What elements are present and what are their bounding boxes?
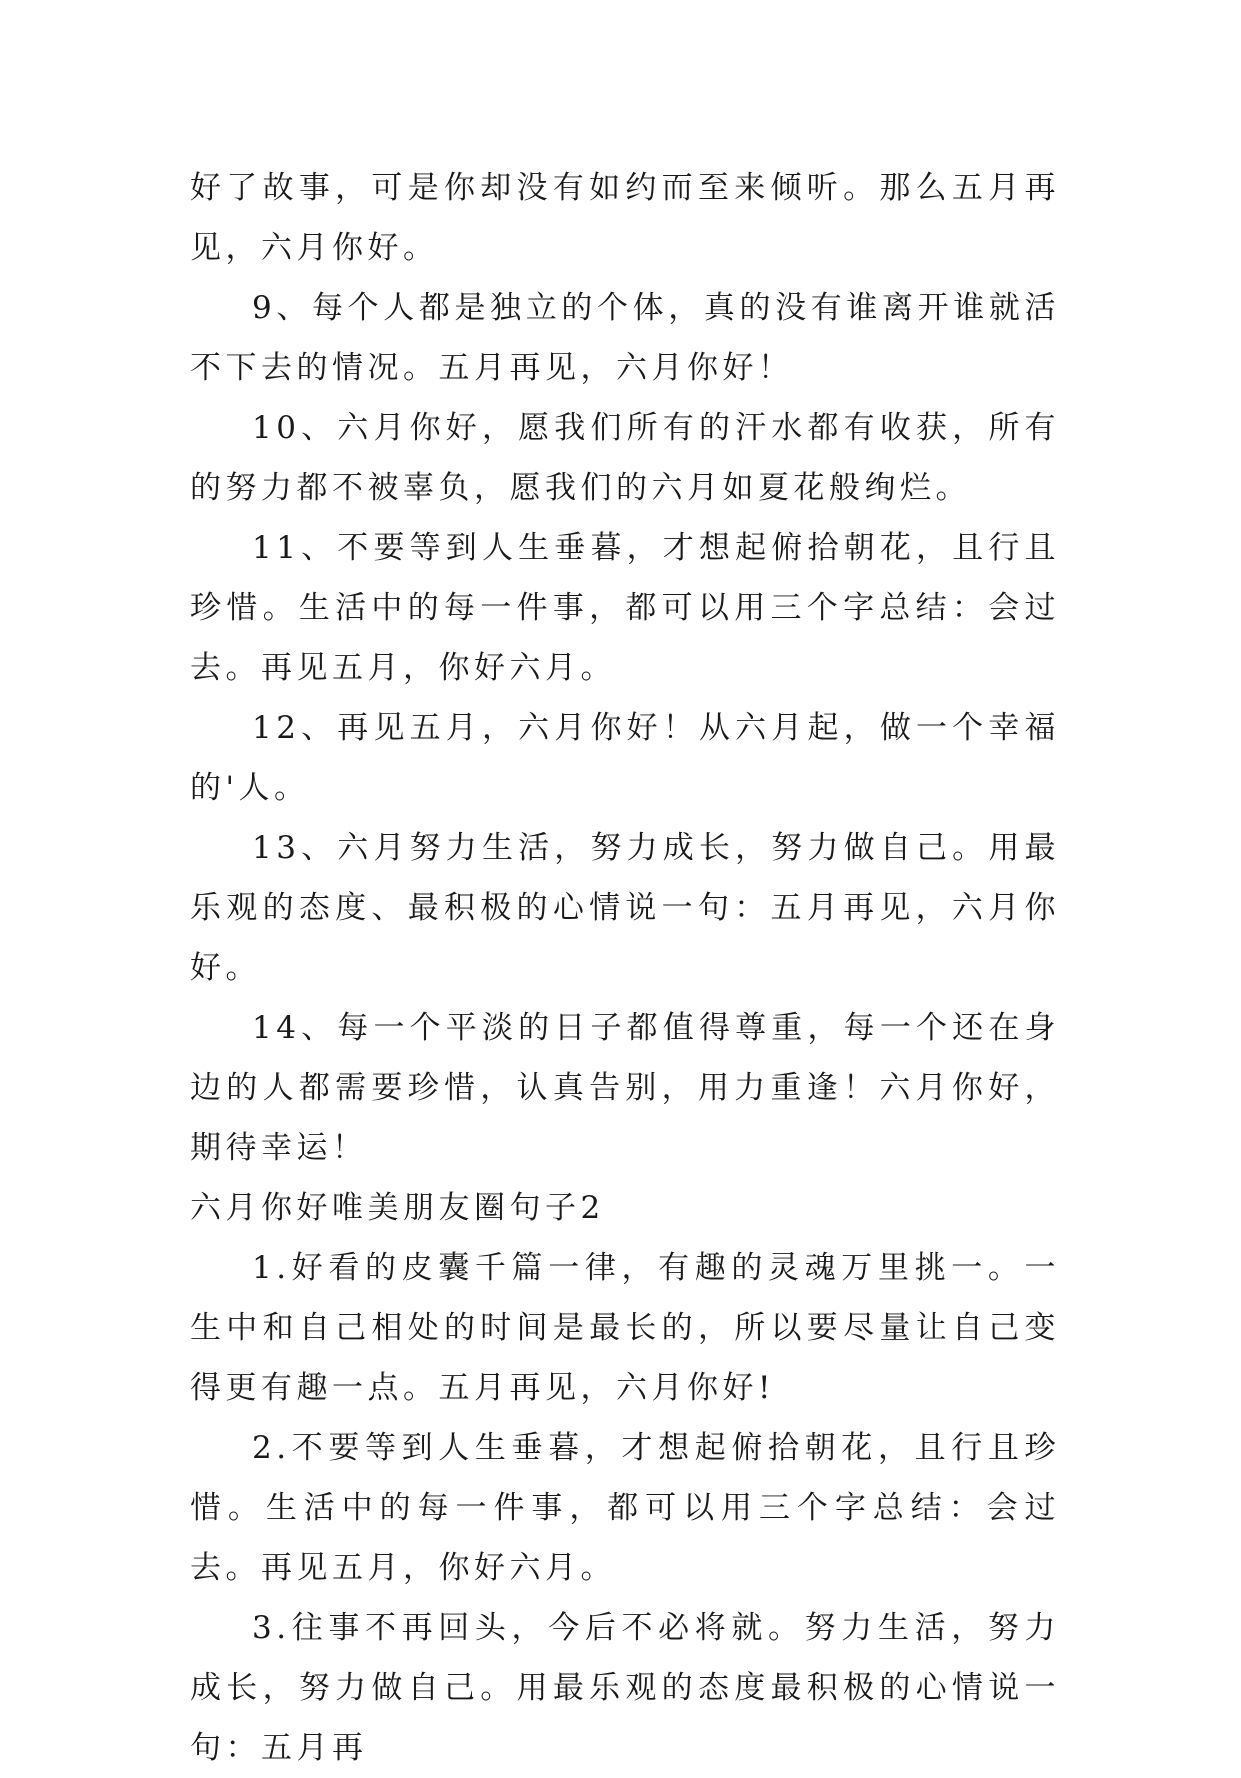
paragraph-item-10: 10、六月你好，愿我们所有的汗水都有收获，所有的努力都不被辜负，愿我们的六月如夏花般绚烂。 (190, 410, 1060, 506)
paragraph-item-13: 13、六月努力生活，努力成长，努力做自己。用最乐观的态度、最积极的心情说一句：五月再见，六月你好。 (190, 830, 1060, 986)
section-paragraph-1: 1.好看的皮囊千篇一律，有趣的灵魂万里挑一。一生中和自己相处的时间是最长的，所以要尽量让自己变得更有趣一点。五月再见，六月你好! (190, 1250, 1060, 1406)
section-paragraph-3: 3.往事不再回头，今后不必将就。努力生活，努力成长，努力做自己。用最乐观的态度最积极的心情说一句：五月再 (190, 1610, 1060, 1766)
section-paragraph-2: 2.不要等到人生垂暮，才想起俯拾朝花，且行且珍惜。生活中的每一件事，都可以用三个字总结：会过去。再见五月，你好六月。 (190, 1430, 1060, 1586)
paragraph-item-11: 11、不要等到人生垂暮，才想起俯拾朝花，且行且珍惜。生活中的每一件事，都可以用三个字总结：会过去。再见五月，你好六月。 (190, 530, 1060, 686)
paragraph-continuation: 好了故事，可是你却没有如约而至来倾听。那么五月再见，六月你好。 (190, 170, 1060, 266)
paragraph-item-9: 9、每个人都是独立的个体，真的没有谁离开谁就活不下去的情况。五月再见，六月你好！ (190, 290, 1060, 386)
document-body (190, 158, 1060, 1778)
paragraph-item-12: 12、再见五月，六月你好！从六月起，做一个幸福的'人。 (190, 710, 1060, 806)
section-heading: 六月你好唯美朋友圈句子2 (190, 1190, 605, 1226)
paragraph-item-14: 14、每一个平淡的日子都值得尊重，每一个还在身边的人都需要珍惜，认真告别，用力重逢！六月你好，期待幸运！ (190, 1010, 1060, 1166)
